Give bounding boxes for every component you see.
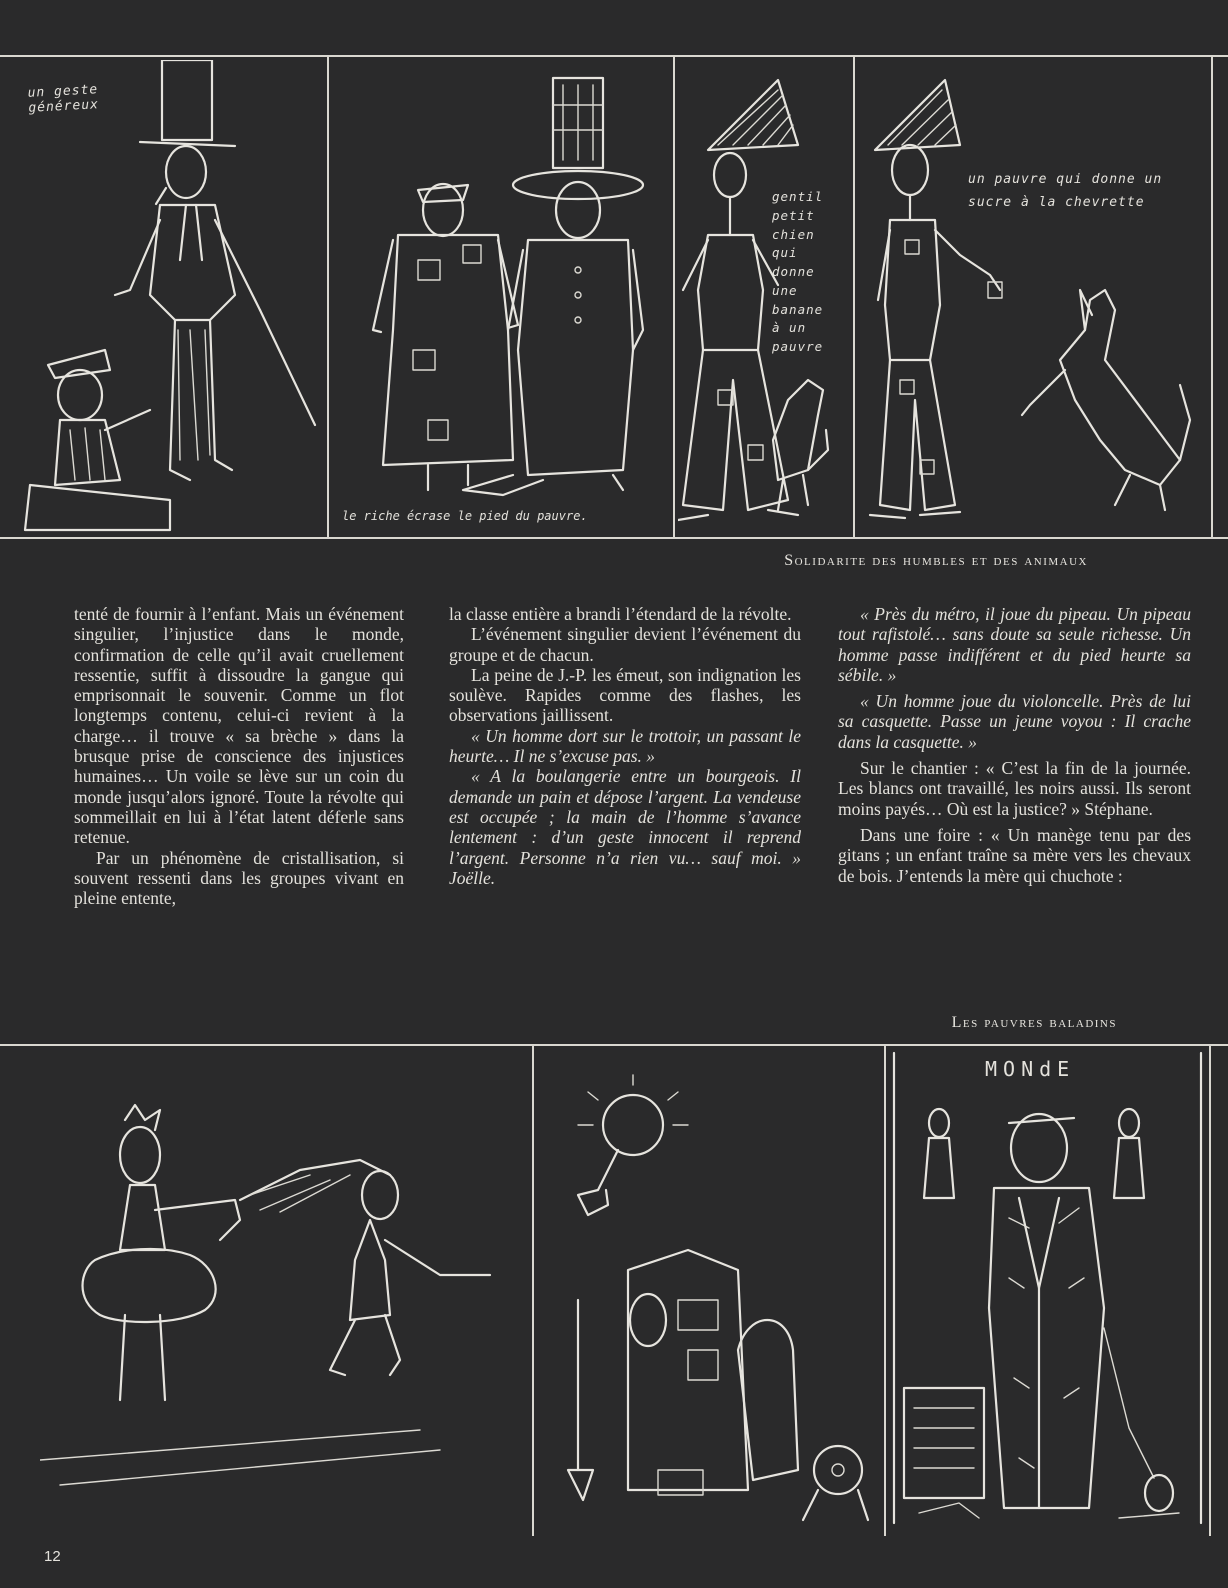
drawing-world — [889, 1048, 1207, 1533]
col2-paragraph-3: La peine de J.-P. les émeut, son indignation les soulève. Rapides comme des flashes, les observations jaillissent. — [449, 664, 801, 726]
col2-paragraph-2: L’événement singulier devient l’événement du groupe et de chacun. — [449, 624, 801, 665]
top-panels-bottom-line — [0, 537, 1228, 539]
divider-6 — [884, 1044, 886, 1536]
text-column-1 — [74, 604, 404, 908]
col3-paragraph-4: Dans une foire : « Un manège tenu par des gitans ; un enfant traîne sa mère vers les chevaux de bois. J’entends la mère qui chuchote : — [838, 824, 1191, 886]
page-number: 12 — [44, 1548, 61, 1565]
divider-3 — [853, 55, 855, 537]
bottom-panels-top-line — [0, 1044, 1228, 1046]
text-column-2 — [449, 604, 801, 888]
col2-paragraph-1: la classe entière a brandi l’étendard de la révolte. — [449, 604, 792, 624]
panel1-handwriting: un geste généreux — [27, 82, 100, 116]
drawing-two-girls — [40, 1100, 510, 1520]
panel3-handwriting: gentil petit chien qui donne une banane à un pauvre — [772, 189, 824, 354]
col3-paragraph-2: « Un homme joue du violoncelle. Près de lui sa casquette. Passe un jeune voyou : Il crache dans la casquette. » — [838, 691, 1191, 752]
caption-bottom: Les pauvres baladins — [951, 1014, 1117, 1031]
divider-1 — [327, 55, 329, 537]
caption-top: Solidarite des humbles et des animaux — [784, 552, 1088, 569]
text-column-3 — [838, 604, 1191, 886]
divider-7 — [1209, 1044, 1211, 1536]
col2-paragraph-5: « A la boulangerie entre un bourgeois. Il demande un pain et dépose l’argent. La vendeuse est occupée ; la main de l’homme s’avance lentement : d’un geste innocent il reprend l’argent. Personne n’a rien vu… sauf moi. » Joëlle. — [449, 766, 801, 888]
divider-5 — [532, 1044, 534, 1536]
col3-paragraph-1: « Près du métro, il joue du pipeau. Un pipeau tout rafistolé… sans doute sa seule richesse. Un homme passe indifférent et du pied heurte sa sébile. » — [838, 604, 1191, 685]
panel-world-label: MONdE — [985, 1057, 1076, 1081]
panel4-handwriting: un pauvre qui donne un sucre à la chevrette — [968, 172, 1163, 211]
col1-paragraph-1: tenté de fournir à l’enfant. Mais un événement singulier, l’injustice dans le monde, confirmation de celle qu’il avait cruellement ressentie, suffit à dissoudre la gangue qui emprisonnait le souvenir. Comme un flot longtemps contenu, celui-ci revient à la charge… il trouve « sa brèche » dans la brusque prise de conscience des injustices humaines… Un voile se lève sur un coin du monde jusqu’alors ignoré. Toute la révolte qui sommeillait en lui à l’état latent déferle sans retenue. — [74, 604, 404, 848]
drawing-poor-man-goat — [860, 60, 1205, 530]
col3-paragraph-3: Sur le chantier : « C’est la fin de la journée. Les blancs ont travaillé, les noirs aussi. Ils seront moins payés… Où est la justice? » Stéphane. — [838, 758, 1191, 819]
col1-paragraph-2: Par un phénomène de cristallisation, si souvent ressenti dans les groupes vivant en pleine entente, — [74, 847, 404, 909]
top-border-line — [0, 55, 1228, 57]
drawing-rich-crushes-poor — [333, 60, 668, 500]
divider-2 — [673, 55, 675, 537]
drawing-generous-gesture — [10, 60, 322, 535]
col2-paragraph-4: « Un homme dort sur le trottoir, un passant le heurte… Il ne s’excuse pas. » — [449, 725, 801, 767]
drawing-sun-and-workers — [538, 1070, 880, 1530]
divider-4 — [1211, 55, 1213, 537]
panel2-handwriting: le riche écrase le pied du pauvre. — [342, 509, 588, 523]
